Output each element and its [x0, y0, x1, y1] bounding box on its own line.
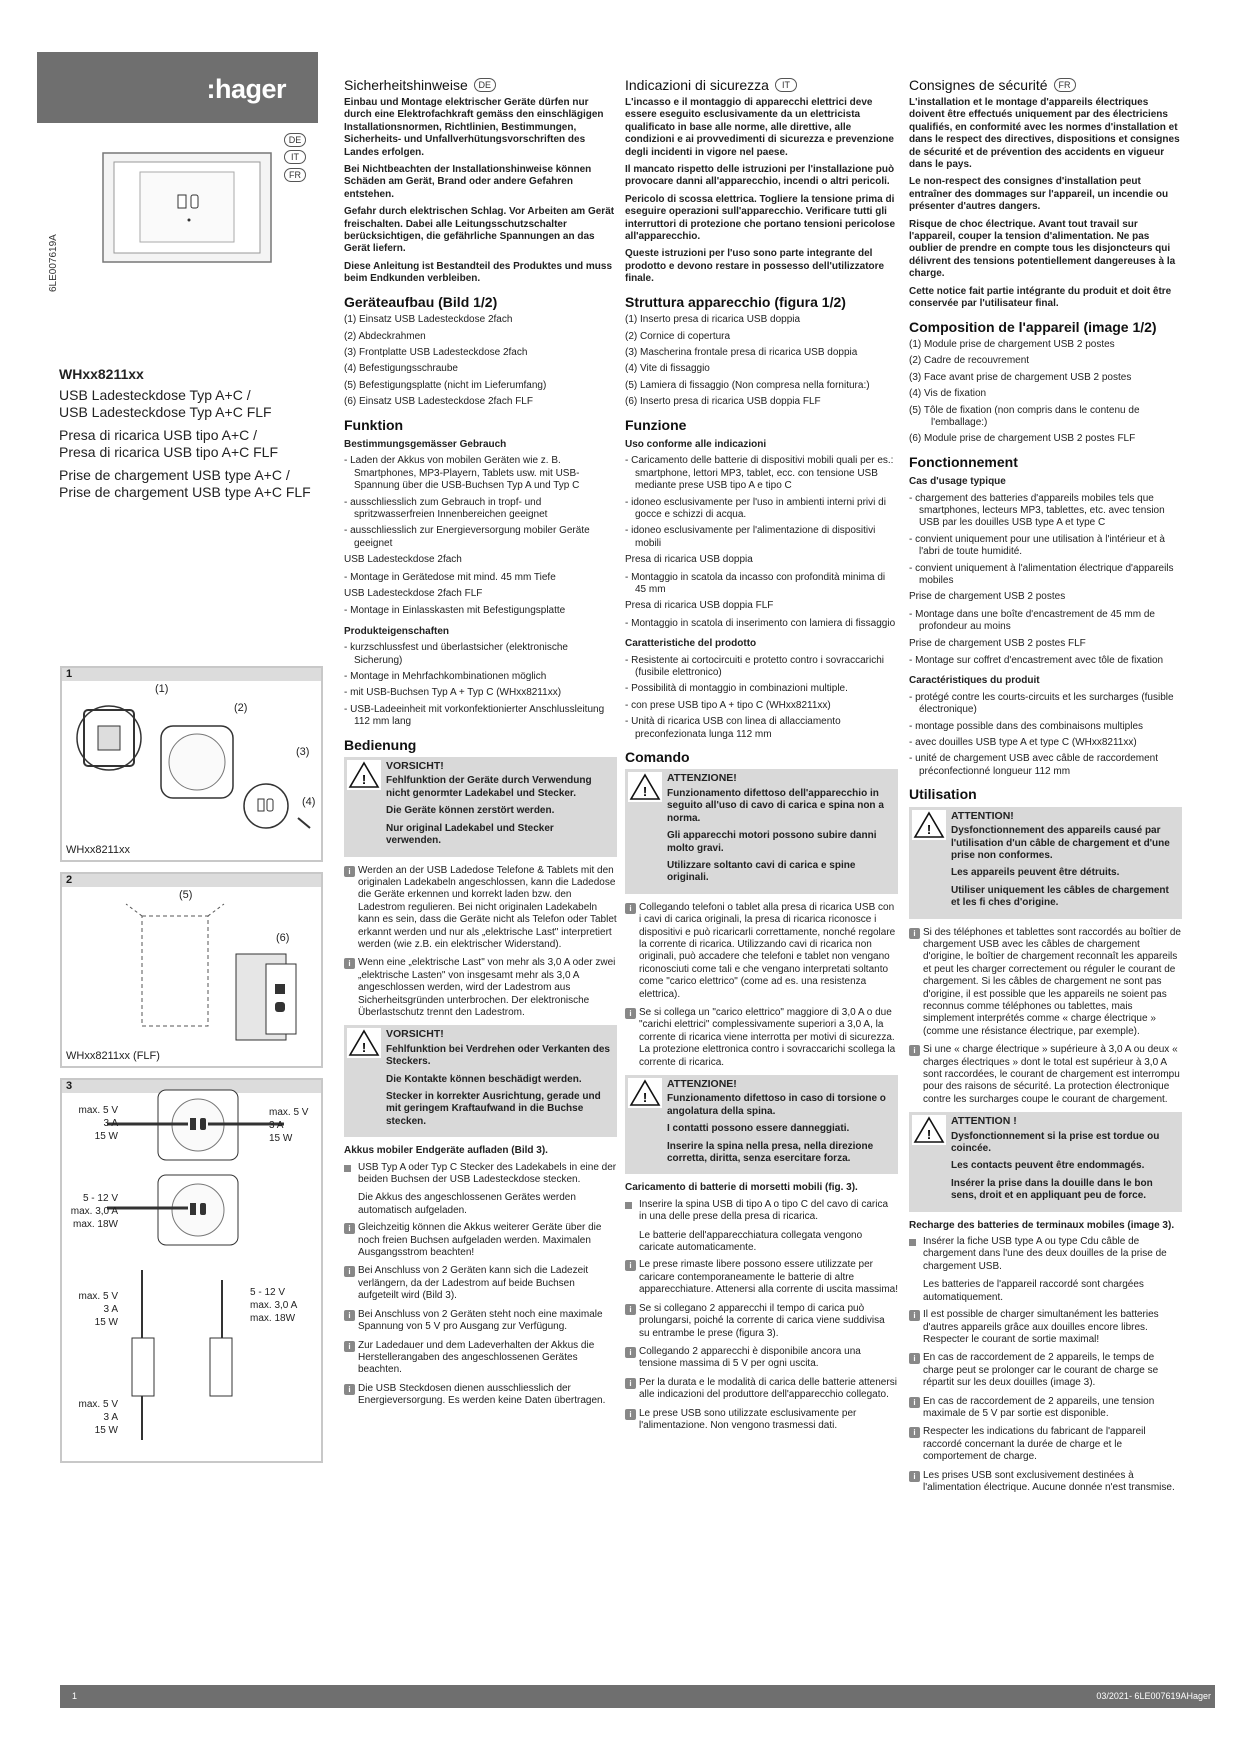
info-icon: i	[344, 1384, 355, 1395]
variant-name: Prise de chargement USB 2 postes	[909, 591, 1066, 603]
svg-text:!: !	[926, 1127, 932, 1143]
rating-group	[66, 1192, 118, 1231]
variant-name: Presa di ricarica USB doppia FLF	[625, 600, 774, 612]
property-item: - Resistente ai cortocircuiti e protetto contro i sovraccarichi (fusibile elettronico)	[625, 654, 884, 679]
product-block	[59, 366, 319, 501]
safety-title: Indicazioni di sicurezza	[625, 76, 769, 93]
info-icon: i	[344, 1341, 355, 1352]
step-square-icon	[909, 1239, 916, 1246]
rating: max. 5 V	[269, 1107, 309, 1118]
variant-name: USB Ladesteckdose 2fach FLF	[344, 588, 483, 599]
subsection-title: Recharge des batteries de terminaux mobiles (image 3).	[909, 1219, 1175, 1231]
safety-paragraph: Il mancato rispetto delle istruzioni per l'installazione può provocare danni all'apparecchio, incendi o altri pericoli.	[625, 164, 895, 188]
info-note	[909, 1352, 1182, 1389]
safety-paragraph: Cette notice fait partie intégrante du produit et doit être conservée par l'utilisateur final.	[909, 285, 1172, 310]
section-title	[344, 78, 617, 92]
svg-text:!: !	[926, 821, 932, 837]
info-note	[625, 1346, 898, 1371]
warning-text: Funzionamento difettoso dell'apparecchio in seguito all'uso di cavo di carica e spina non a norma.	[667, 787, 884, 824]
action-step	[625, 1199, 898, 1224]
note-text: En cas de raccordement de 2 appareils, une tension maximale de 5 V par sortie est disponible.	[923, 1395, 1155, 1419]
component-item: (3) Mascherina frontale presa di ricarica USB doppia	[625, 346, 858, 358]
rating: 3 A	[103, 1118, 118, 1129]
warning-icon	[912, 1115, 946, 1145]
note-text: Zur Ladedauer und dem Ladeverhalten der Akkus die Herstellerangaben des angeschlossenen Gerätes beachten.	[358, 1339, 595, 1376]
note-text: Collegando telefoni o tablet alla presa di ricarica USB con i cavi di carica originali, la presa di ricarica riconosce i dispositivi e può ricaricarli correttamente, nonché regolare la corrente di ricarica. Utilizzando cavi di ricarica non originali, può accadere che telefoni e tablet non vengano riconosciuti come tali e che vengano interpretati soltanto come "carico elettrico" (come ad es. una resistenza elettrica).	[639, 901, 896, 1000]
subsection-title: Uso conforme alle indicazioni	[625, 438, 767, 450]
figure-label: (6)	[276, 932, 290, 944]
rating: max. 5 V	[78, 1105, 118, 1116]
warning-heading: ATTENTION !	[951, 1115, 1017, 1128]
warning-icon	[912, 810, 946, 840]
product-line: USB Ladesteckdose Typ A+C /	[59, 387, 251, 403]
info-note	[909, 1044, 1182, 1106]
figure-1	[60, 666, 323, 862]
note-text: Bei Anschluss von 2 Geräten steht noch eine maximale Spannung von 5 V pro Ausgang zur Verfügung.	[358, 1308, 603, 1333]
variant-detail: - Montage in Gerätedose mit mind. 45 mm Tiefe	[344, 571, 556, 583]
component-item: (2) Cadre de recouvrement	[909, 355, 1030, 367]
component-item: (2) Cornice di copertura	[625, 330, 731, 342]
flf-mount-drawing	[66, 894, 316, 1044]
rating: 5 - 12 V	[250, 1287, 286, 1298]
warning-box	[344, 1025, 617, 1137]
variant-detail: - Montaggio in scatola di inserimento con lamiera di fissaggio	[625, 617, 896, 629]
figure-caption: WHxx8211xx	[66, 844, 130, 856]
safety-paragraph: Queste istruzioni per l'uso sono parte integrante del prodotto e devono restare in possesso dell'utilizzatore finale.	[625, 248, 885, 285]
rating: 5 - 12 V	[82, 1193, 118, 1204]
svg-text:!: !	[642, 1090, 648, 1105]
warning-heading: ATTENTION!	[951, 809, 1014, 822]
safety-title: Sicherheitshinweise	[344, 76, 468, 93]
step-square-icon	[344, 1165, 351, 1172]
info-icon: i	[909, 1471, 920, 1482]
warning-text: Die Geräte können zerstört werden.	[386, 805, 555, 817]
variant-name: Prise de chargement USB 2 postes FLF	[909, 637, 1086, 649]
note-text: Wenn eine „elektrische Last" von mehr als 3,0 A oder zwei „elektrische Lasten" von insgesamt mehr als 3,0 A angeschlossen werden, wird der Ladestrom aus Sicherheitsgründen unterbrochen. Der elektronische Überlastschutz trennt den Ladestrom.	[358, 957, 616, 1018]
warning-text: Funzionamento difettoso in caso di torsione o angolatura della spina.	[667, 1093, 886, 1117]
property-item: - con prese USB tipo A + tipo C (WHxx8211xx)	[625, 699, 831, 711]
warning-heading: ATTENZIONE!	[667, 1078, 737, 1090]
note-text: Si une « charge électrique » supérieure à 3,0 A ou deux « charges électriques » dont le total est supérieur à 3,0 A sont raccordées, le courant de chargement est interrompu pour des raisons de sécurité. La protection électronique contre les surcharges coupe le courant de chargement.	[923, 1044, 1180, 1105]
rating-group	[70, 1398, 118, 1437]
component-item: (1) Einsatz USB Ladesteckdose 2fach	[344, 314, 513, 326]
rating: max. 18W	[72, 1219, 118, 1230]
lang-badge: FR	[1054, 78, 1076, 92]
rating-group	[250, 1286, 297, 1325]
note-text: En cas de raccordement de 2 appareils, le temps de charge peut se prolonger car le courant de charge se répartit sur les deux douilles (image 3).	[923, 1352, 1159, 1389]
figure-3	[60, 1078, 323, 1463]
safety-title: Consignes de sécurité	[909, 76, 1048, 93]
svg-text:!: !	[642, 784, 648, 800]
warning-text: Stecker in korrekter Ausrichtung, gerade und mit geringem Kraftaufwand in die Buchse stecken.	[386, 1091, 601, 1127]
subsection-title: Cas d'usage typique	[909, 476, 1006, 488]
variant-detail: - Montaggio in scatola da incasso con profondità minima di 45 mm	[625, 571, 886, 595]
subsection-title: Caractéristiques du produit	[909, 675, 1040, 687]
note-text: Bei Anschluss von 2 Geräten kann sich die Ladezeit verlängern, da der Ladestrom auf beide Buchsen aufgeteilt wird (Bild 3).	[358, 1265, 589, 1302]
product-line: USB Ladesteckdose Typ A+C FLF	[59, 404, 272, 420]
product-line: Prise de chargement USB type A+C /	[59, 467, 290, 483]
variant-detail: - Montage in Einlasskasten mit Befestigungsplatte	[344, 605, 566, 617]
section-title: Funzione	[625, 416, 687, 433]
section-title: Struttura apparecchio (figura 1/2)	[625, 293, 846, 310]
warning-box	[625, 1075, 898, 1174]
svg-text:!: !	[361, 1040, 367, 1056]
warning-text: Fehlfunktion bei Verdrehen oder Verkanten des Steckers.	[386, 1043, 610, 1068]
column-fr	[909, 72, 1182, 1500]
step-text: Inserire la spina USB di tipo A o tipo C del cavo di carica in una delle prese della presa di ricarica.	[639, 1198, 889, 1223]
warning-heading: VORSICHT!	[386, 1028, 444, 1041]
property-item: - Unità di ricarica USB con linea di allacciamento preconfezionata lunga 112 mm	[625, 716, 841, 740]
info-note	[625, 1377, 898, 1402]
rating-group	[70, 1290, 118, 1329]
component-item: (4) Befestigungsschraube	[344, 363, 458, 375]
warning-text: Gli apparecchi motori possono subire danni molto gravi.	[667, 830, 877, 854]
info-icon: i	[625, 1409, 636, 1420]
use-item: - ausschliesslich zum Gebrauch in tropf- und spritzwasserfreien Innenbereichen geeignet	[344, 496, 548, 520]
note-text: Le prese rimaste libere possono essere utilizzate per caricare contemporaneamente le batterie di altre apparecchiature. Attenersi alla corrente di uscita massima!	[639, 1259, 899, 1296]
variant-detail: - Montage sur coffret d'encastrement avec tôle de fixation	[909, 655, 1164, 667]
variant-detail: - Montage dans une boîte d'encastrement de 45 mm de profondeur au moins	[909, 608, 1155, 633]
info-icon: i	[909, 1427, 920, 1438]
warning-heading: VORSICHT!	[386, 760, 444, 773]
svg-text:!: !	[361, 772, 367, 788]
safety-paragraph: Pericolo di scossa elettrica. Togliere la tensione prima di eseguire operazioni sull'apparecchio. Verificare tutti gli interruttori di protezione che portano tensioni pericolose all'apparecchio.	[625, 193, 896, 243]
model-number: WHxx8211xx	[59, 366, 144, 382]
figure-number: 3	[62, 1080, 321, 1093]
rating: max. 5 V	[78, 1291, 118, 1302]
safety-paragraph: Einbau und Montage elektrischer Geräte dürfen nur durch eine Elektrofachkraft gemäss den einschlägigen Installationsnormen, Richtlinien, Bestimmungen, Sicherheits- und Unfallverhütungsvorschriften des Landes erfolgen.	[344, 97, 604, 158]
warning-text: Inserire la spina nella presa, nella direzione corretta, diritta, senza esercitare forza.	[667, 1140, 874, 1165]
info-note	[625, 1259, 898, 1296]
rating: 3 A	[269, 1120, 284, 1131]
info-icon: i	[625, 1347, 636, 1358]
section-title: Utilisation	[909, 786, 977, 803]
info-icon: i	[344, 866, 355, 877]
section-title: Geräteaufbau (Bild 1/2)	[344, 293, 498, 310]
figure-number: 2	[62, 874, 321, 887]
info-icon: i	[625, 1260, 636, 1271]
figure-label: (4)	[302, 796, 316, 808]
info-icon: i	[625, 1304, 636, 1315]
property-item: - Montage in Mehrfachkombinationen möglich	[344, 671, 547, 683]
use-item: - convient uniquement pour une utilisation à l'intérieur et à l'abri de toute humidité.	[909, 533, 1165, 558]
property-item: - montage possible dans des combinaisons multiples	[909, 720, 1144, 732]
figure-label: (3)	[296, 746, 310, 758]
variant-name: USB Ladesteckdose 2fach	[344, 554, 462, 566]
info-icon: i	[625, 1008, 636, 1019]
rating: 15 W	[94, 1317, 118, 1328]
safety-paragraph: Risque de choc électrique. Avant tout travail sur l'appareil, couper la tension d'alimentation. Ne pas oublier de prendre en compte tous les disjoncteurs qui délivrent des tensions potentiellement dangereuses à la charge.	[909, 218, 1176, 280]
component-item: (3) Face avant prise de chargement USB 2 postes	[909, 371, 1132, 383]
section-title	[625, 78, 898, 92]
info-note	[625, 1408, 898, 1433]
use-item: - Caricamento delle batterie di dispositivi mobili quali per es.: smartphone, lettori MP3, tablet, ecc. con tensione USB mediante prese USB tipo A e tipo C	[625, 455, 894, 492]
section-title	[909, 78, 1182, 92]
info-icon: i	[625, 903, 636, 914]
info-note	[344, 957, 617, 1019]
variant-name: Presa di ricarica USB doppia	[625, 554, 753, 566]
note-text: Si des téléphones et tablettes sont raccordés au boîtier de chargement USB avec les câbles de chargement d'origine, le boîtier de chargement reconnaît les appareils et peut les charger correctement ou réguler le courant de chargement. Si les câbles de chargement ne sont pas d'origine, il est possible que les appareils ne soient pas reconnus comme téléphones ou tablettes, mais simplement interprétés comme « charge électrique » (comme une résistance électrique, par exemple).	[923, 926, 1181, 1037]
info-note	[344, 1383, 617, 1408]
step-text: USB Typ A oder Typ C Stecker des Ladekabels in eine der beiden Buchsen der USB Ladesteckdose stecken.	[358, 1161, 617, 1186]
info-icon: i	[909, 1353, 920, 1364]
note-text: Il est possible de charger simultanément les batteries d'autres appareils grâce aux douilles encore libres. Respecter le courant de sortie maximal!	[923, 1309, 1159, 1345]
step-text: Insérer la fiche USB type A ou type Cdu câble de chargement dans l'une des deux douilles de la prise de chargement USB.	[923, 1236, 1167, 1272]
note-text: Respecter les indications du fabricant de l'appareil raccordé concernant la durée de charge et le comportement de charge.	[923, 1426, 1146, 1463]
rating: 15 W	[94, 1425, 118, 1436]
property-item: - protégé contre les courts-circuits et les surcharges (fusible électronique)	[909, 691, 1174, 716]
subsection-title: Caratteristiche del prodotto	[625, 638, 757, 650]
note-text: Die USB Steckdosen dienen ausschliesslich der Energieversorgung. Es werden keine Daten übertragen.	[358, 1382, 606, 1407]
warning-text: Les contacts peuvent être endommagés.	[951, 1160, 1145, 1172]
info-icon: i	[625, 1378, 636, 1389]
info-icon: i	[909, 928, 920, 939]
safety-paragraph: Diese Anleitung ist Bestandteil des Produktes und muss beim Endkunden verbleiben.	[344, 260, 613, 285]
step-result: Die Akkus des angeschlossenen Gerätes werden automatisch aufgeladen.	[358, 1192, 576, 1216]
note-text: Werden an der USB Ladedose Telefone & Tablets mit den originalen Ladekabeln angeschlossen, kann die Ladedose die Geräte erkennen und korrekt laden bzw. den Ladestrom regulieren. Bei nicht originalen Ladekabeln kann es sein, dass die Geräte nicht als Telefon oder Tablet erkannt werden und nur als „elektrische Last" interpretiert werden (wie z.B. ein elektrischer Widerstand).	[358, 864, 617, 950]
component-item: (5) Tôle de fixation (non compris dans le contenu de l'emballage:)	[909, 404, 1140, 428]
info-note	[625, 1303, 898, 1340]
warning-icon	[628, 772, 662, 802]
section-title: Composition de l'appareil (image 1/2)	[909, 318, 1157, 335]
subsection-title: Produkteigenschaften	[344, 625, 450, 637]
lang-badge-it: IT	[284, 150, 306, 164]
component-item: (6) Einsatz USB Ladesteckdose 2fach FLF	[344, 396, 533, 408]
info-icon: i	[909, 1397, 920, 1408]
product-line: Prise de chargement USB type A+C FLF	[59, 484, 311, 500]
step-result: Le batterie dell'apparecchiatura collegata vengono caricate automaticamente.	[639, 1229, 863, 1254]
step-square-icon	[625, 1202, 632, 1209]
info-note	[909, 1309, 1182, 1346]
info-note	[344, 1309, 617, 1334]
logo-bar	[37, 52, 318, 123]
use-item: - Laden der Akkus von mobilen Geräten wie z. B. Smartphones, MP3-Playern, Tablets usw. mit USB-Spannung über die USB-Buchsen Typ A und Typ C	[344, 455, 580, 492]
figure-caption: WHxx8211xx (FLF)	[66, 1050, 160, 1062]
info-note	[344, 1340, 617, 1377]
info-note	[909, 1396, 1182, 1421]
rating-group	[70, 1104, 118, 1143]
action-step	[909, 1236, 1182, 1273]
warning-box	[625, 769, 898, 893]
warning-text: Les appareils peuvent être détruits.	[951, 867, 1120, 879]
warning-text: Die Kontakte können beschädigt werden.	[386, 1073, 582, 1085]
section-title: Bedienung	[344, 736, 417, 753]
component-item: (5) Lamiera di fissaggio (Non compresa nella fornitura:)	[625, 379, 870, 391]
component-item: (3) Frontplatte USB Ladesteckdose 2fach	[344, 346, 528, 358]
figure-number: 1	[62, 668, 321, 681]
action-step	[344, 1162, 617, 1187]
info-note	[344, 865, 617, 952]
warning-box	[909, 807, 1182, 919]
warning-text: I contatti possono essere danneggiati.	[667, 1123, 850, 1135]
step-result: Les batteries de l'appareil raccordé sont chargées automatiquement.	[923, 1279, 1144, 1303]
info-note	[625, 1007, 898, 1069]
lang-badge: IT	[775, 78, 797, 92]
note-text: Se si collega un "carico elettrico" maggiore di 3,0 A o due "carichi elettrici" complessivamente superiori a 3,0 A, la corrente di ricarica viene interrotta per motivi di sicurezza. La protezione elettronica contro i sovraccarichi scollega la corrente di ricarica.	[639, 1006, 896, 1068]
warning-box	[909, 1112, 1182, 1211]
property-item: - Possibilità di montaggio in combinazioni multiple.	[625, 683, 848, 695]
warning-text: Insérer la prise dans la douille dans le bon sens, droit et en appliquant peu de force.	[951, 1177, 1153, 1202]
property-item: - mit USB-Buchsen Typ A + Typ C (WHxx8211xx)	[344, 687, 562, 699]
note-text: Per la durata e le modalità di carica delle batterie attenersi alle indicazioni del produttore dell'apparecchio collegato.	[639, 1376, 897, 1401]
column-it	[625, 72, 898, 1438]
component-item: (4) Vite di fissaggio	[625, 363, 710, 375]
hager-logo: :hager	[206, 74, 286, 104]
info-icon: i	[344, 958, 355, 969]
info-note	[344, 1265, 617, 1302]
rating: max. 3,0 A	[70, 1206, 118, 1217]
property-item: - avec douilles USB type A et type C (WHxx8211xx)	[909, 737, 1137, 749]
warning-text: Dysfonctionnement si la prise est tordue ou coincée.	[951, 1130, 1160, 1155]
subsection-title: Akkus mobiler Endgeräte aufladen (Bild 3).	[344, 1145, 548, 1157]
page-number: 1	[72, 1691, 78, 1701]
lang-badge-de: DE	[284, 133, 306, 147]
info-icon: i	[344, 1223, 355, 1234]
subsection-title: Caricamento di batterie di morsetti mobili (fig. 3).	[625, 1182, 858, 1194]
subsection-title: Bestimmungsgemässer Gebrauch	[344, 438, 507, 450]
note-text: Les prises USB sont exclusivement destinées à l'alimentation électrique. Aucune donnée n'est transmise.	[923, 1469, 1175, 1493]
product-line: Presa di ricarica USB tipo A+C FLF	[59, 444, 279, 460]
note-text: Le prese USB sono utilizzate esclusivamente per l'alimentazione. Non vengono trasmessi dati.	[639, 1407, 857, 1431]
info-note	[625, 902, 898, 1001]
warning-text: Utilizzare soltanto cavi di carica e spine originali.	[667, 859, 856, 884]
use-item: - ausschliesslich zur Energieversorgung mobiler Geräte geeignet	[344, 525, 590, 549]
section-title: Fonctionnement	[909, 453, 1018, 470]
rating: 15 W	[94, 1131, 118, 1142]
note-text: Gleichzeitig können die Akkus weiterer Geräte über die noch freien Buchsen aufgeladen werden. Maximalen Ausgangsstrom beachten!	[358, 1222, 602, 1259]
section-title: Funktion	[344, 416, 404, 433]
product-illustration	[100, 150, 275, 265]
lang-badge: DE	[474, 78, 496, 92]
note-text: Collegando 2 apparecchi è disponibile ancora una tensione massima di 5 V per ogni uscita.	[639, 1345, 861, 1370]
component-item: (5) Befestigungsplatte (nicht im Lieferumfang)	[344, 379, 547, 391]
rating: 15 W	[269, 1133, 293, 1144]
warning-text: Fehlfunktion der Geräte durch Verwendung nicht genormter Ladekabel und Stecker.	[386, 775, 592, 799]
section-title: Comando	[625, 749, 690, 766]
warning-text: Dysfonctionnement des appareils causé par l'utilisation d'un câble de chargement et d'une prise non conformes.	[951, 825, 1170, 861]
component-item: (6) Inserto presa di ricarica USB doppia FLF	[625, 396, 821, 408]
safety-paragraph: Bei Nichtbeachten der Installationshinweise können Schäden am Gerät, Brand oder andere Gefahren entstehen.	[344, 164, 592, 200]
property-item: - USB-Ladeeinheit mit vorkonfektionierter Anschlussleitung 112 mm lang	[344, 703, 605, 728]
info-icon: i	[909, 1310, 920, 1321]
figure-label: (5)	[179, 889, 193, 901]
warning-text: Utiliser uniquement les câbles de chargement et les fi ches d'origine.	[951, 884, 1169, 909]
component-item: (6) Module prise de chargement USB 2 postes FLF	[909, 433, 1136, 445]
component-item: (1) Module prise de chargement USB 2 postes	[909, 338, 1115, 350]
doc-reference: 03/2021- 6LE007619AHager	[1096, 1691, 1211, 1701]
component-item: (2) Abdeckrahmen	[344, 330, 426, 342]
rating: max. 3,0 A	[250, 1300, 298, 1311]
safety-paragraph: L'installation et le montage d'appareils électriques doivent être effectués uniquement par des électriciens qualifiés, en conformité avec les normes d'installation et dans le respect des directives, dispositions et consignes de sécurité et de prévention des accidents en vigueur dans le pays.	[909, 97, 1180, 171]
footer	[60, 1685, 1215, 1708]
rating: max. 18W	[250, 1313, 296, 1324]
property-item: - kurzschlussfest und überlastsicher (elektronische Sicherung)	[344, 642, 568, 666]
figure-label: (2)	[234, 702, 248, 714]
figure-2	[60, 872, 323, 1068]
component-item: (1) Inserto presa di ricarica USB doppia	[625, 314, 801, 326]
component-item: (4) Vis de fixation	[909, 388, 987, 400]
warning-heading: ATTENZIONE!	[667, 772, 737, 785]
safety-paragraph: L'incasso e il montaggio di apparecchi elettrici deve essere eseguito esclusivamente da un elettricista qualificato in base alle norme, alle direttive, alle condizioni e ai provvedimenti di sicurezza e prevenzione degli incidenti in vigore nel paese.	[625, 97, 894, 158]
doc-code: 6LE007619A	[48, 234, 59, 292]
info-icon: i	[344, 1266, 355, 1277]
info-note	[344, 1222, 617, 1259]
info-icon: i	[909, 1045, 920, 1056]
lang-badge-fr: FR	[284, 168, 306, 182]
rating-group	[269, 1106, 308, 1145]
use-item: - idoneo esclusivamente per l'uso in ambienti interni privi di gocce e schizzi di acqua.	[625, 496, 886, 520]
warning-icon	[347, 1028, 381, 1058]
warning-text: Nur original Ladekabel und Stecker verwenden.	[386, 822, 554, 847]
use-item: - chargement des batteries d'appareils mobiles tels que smartphones, lecteurs MP3, tablettes, etc. avec tension USB par les douilles USB type A et type C	[909, 492, 1165, 529]
warning-icon	[347, 760, 381, 790]
warning-icon	[628, 1078, 662, 1108]
product-line: Presa di ricarica USB tipo A+C /	[59, 427, 258, 443]
exploded-view-drawing	[66, 688, 316, 838]
warning-box	[344, 757, 617, 856]
safety-paragraph: Gefahr durch elektrischen Schlag. Vor Arbeiten am Gerät freischalten. Dabei alle Leitungsschutzschalter berücksichtigen, die gefährliche Spannungen an das Gerät liefern.	[344, 206, 615, 255]
rating: 3 A	[103, 1412, 118, 1423]
info-icon: i	[344, 1310, 355, 1321]
info-note	[909, 1470, 1182, 1495]
property-item: - unité de chargement USB avec câble de raccordement préconfectionné longueur 112 mm	[909, 753, 1159, 777]
info-note	[909, 927, 1182, 1039]
safety-paragraph: Le non-respect des consignes d'installation peut entraîner des dommages sur l'appareil, un incendie ou présenter d'autres dangers.	[909, 176, 1169, 213]
use-item: - idoneo esclusivamente per l'alimentazione di dispositivi mobili	[625, 525, 876, 549]
rating: 3 A	[103, 1304, 118, 1315]
info-note	[909, 1426, 1182, 1463]
use-item: - convient uniquement à l'alimentation électrique d'appareils mobiles	[909, 562, 1174, 586]
column-de	[344, 72, 617, 1414]
rating: max. 5 V	[78, 1399, 118, 1410]
note-text: Se si collegano 2 apparecchi il tempo di carica può prolungarsi, poiché la corrente di carica viene suddivisa su entrambe le prese (figura 3).	[639, 1302, 885, 1339]
figure-label: (1)	[155, 683, 169, 695]
